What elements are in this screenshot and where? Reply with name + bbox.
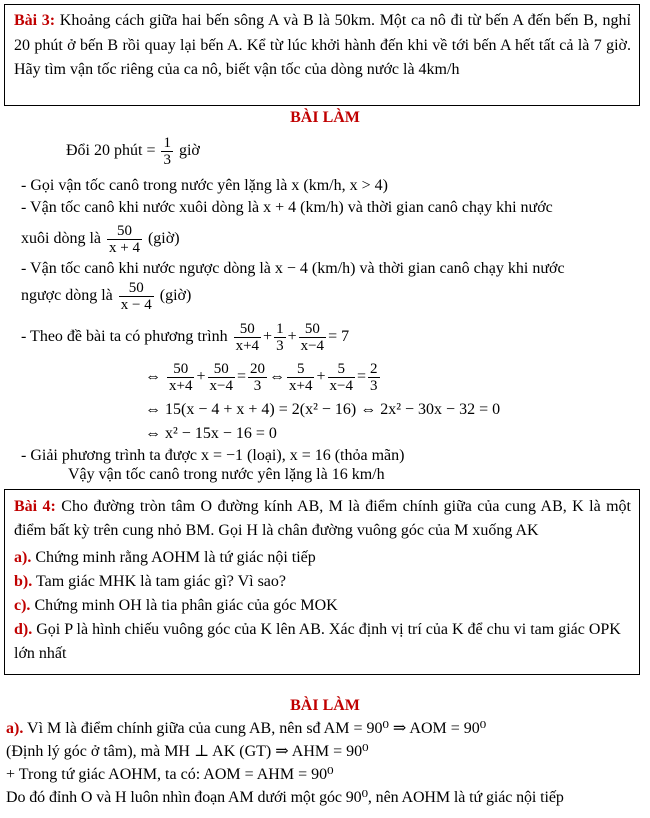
sol3-line-7: - Giải phương trình ta được x = −1 (loại), x = 16 (thỏa mãn) xyxy=(21,447,405,464)
frac-num: 1 xyxy=(163,134,171,151)
frac-num: 5 xyxy=(287,361,314,378)
frac-den: x + 4 xyxy=(109,239,140,256)
part-c-text: Chứng minh OH là tia phân giác của góc MOK xyxy=(30,597,338,614)
frac-num: 5 xyxy=(328,361,355,378)
sol4-a-line-4: Do đó đỉnh O và H luôn nhìn đoạn AM dưới một góc 90⁰, nên AOHM là tứ giác nội tiếp xyxy=(6,789,564,806)
line5-suffix: (giờ) xyxy=(159,287,192,304)
frac-den: x+4 xyxy=(235,337,260,354)
eq2-frac-2 xyxy=(208,361,235,394)
op: = xyxy=(236,368,246,385)
frac-num: 50 xyxy=(119,280,154,297)
sol3-line-5 xyxy=(21,276,191,316)
op: + xyxy=(196,368,206,385)
frac-den: x−4 xyxy=(209,377,233,394)
eq2-frac-3 xyxy=(248,361,267,394)
sol4-a-line-3: + Trong tứ giác AOHM, ta có: AOM = AHM = 90⁰ xyxy=(6,766,334,783)
frac-den: 3 xyxy=(370,377,378,394)
line5-prefix: ngược dòng là xyxy=(21,287,113,304)
sol3-eq-2 xyxy=(145,357,382,397)
sol3-eq-4: ⇔ x² − 15x − 16 = 0 xyxy=(145,425,277,442)
part-b-text: Tam giác MHK là tam giác gì? Vì sao? xyxy=(32,573,287,590)
frac-num: 1 xyxy=(276,320,284,337)
frac-den: x+4 xyxy=(169,377,193,394)
frac-den: x − 4 xyxy=(120,296,152,313)
eq2-frac-5 xyxy=(328,361,355,394)
part-d-label: d). xyxy=(14,621,33,638)
solution-heading-1: BÀI LÀM xyxy=(290,109,360,126)
frac-num: 50 xyxy=(208,361,235,378)
op: + xyxy=(316,368,326,385)
frac-num: 20 xyxy=(250,360,265,377)
sol4-a-line-2: (Định lý góc ở tâm), mà MH ⊥ AK (GT) ⇒ AHM = 90⁰ xyxy=(6,743,369,760)
frac-num: 50 xyxy=(167,361,194,378)
sol4-a-line-1 xyxy=(6,719,486,739)
sol3-line-6 xyxy=(21,317,349,357)
sol3-line-3 xyxy=(21,219,180,259)
conversion-prefix: Đổi 20 phút = xyxy=(66,142,156,159)
problem-3-box xyxy=(4,4,640,106)
sol4-a-label: a). xyxy=(6,720,24,737)
part-d-text: Gọi P là hình chiếu vuông góc của K lên AB. Xác định vị trí của K để chu vi tam giác OPK lớn nhất xyxy=(14,621,621,662)
eq1-frac-3 xyxy=(299,321,326,354)
eq1-rhs: = 7 xyxy=(328,328,350,345)
sol3-conclusion: Vậy vận tốc canô trong nước yên lặng là 16 km/h xyxy=(68,466,385,483)
problem-4-part-d xyxy=(14,618,631,666)
conversion-line xyxy=(66,131,200,171)
frac-den: x−4 xyxy=(300,337,325,354)
frac-den: x+4 xyxy=(289,377,313,394)
problem-3-label: Bài 3: xyxy=(14,12,56,29)
frac-den: 3 xyxy=(276,337,284,354)
problem-4-text: Cho đường tròn tâm O đường kính AB, M là điểm chính giữa của cung AB, K là một điểm bất kỳ trên cung nhỏ BM. Gọi H là chân đường vuông góc của M xuống AK xyxy=(14,498,632,539)
op: + xyxy=(287,328,297,345)
frac-den: 3 xyxy=(163,151,171,168)
frac-num: 50 xyxy=(234,321,261,338)
conversion-suffix: giờ xyxy=(178,142,200,159)
part-a-text: Chứng minh rằng AOHM là tứ giác nội tiếp xyxy=(31,549,316,566)
eq2-frac-4 xyxy=(287,361,314,394)
sol3-line-4: - Vận tốc canô khi nước ngược dòng là x − 4 (km/h) và thời gian canô chạy khi nước xyxy=(21,260,565,277)
sol3-line-2: - Vận tốc canô khi nước xuôi dòng là x + 4 (km/h) và thời gian canô chạy khi nước xyxy=(21,199,553,216)
eq2-frac-1 xyxy=(167,361,194,394)
fraction-upstream-time xyxy=(119,280,154,313)
problem-4-label: Bài 4: xyxy=(14,498,56,515)
frac-num: 2 xyxy=(370,360,378,377)
sol3-eq-3: ⇔ 15(x − 4 + x + 4) = 2(x² − 16) ⇔ 2x² − 30x − 32 = 0 xyxy=(145,401,501,418)
line6-prefix: - Theo đề bài ta có phương trình xyxy=(21,328,228,345)
sol3-line-1: - Gọi vận tốc canô trong nước yên lặng là x (km/h, x > 4) xyxy=(21,177,388,194)
problem-4-part-a xyxy=(14,546,631,569)
eq1-frac-2 xyxy=(274,321,286,354)
problem-4-part-c xyxy=(14,594,631,617)
part-a-label: a). xyxy=(14,549,32,566)
eq1-frac-1 xyxy=(234,321,261,354)
frac-num: 50 xyxy=(107,223,142,240)
sol4-a1-text: Vì M là điểm chính giữa của cung AB, nên sđ AM = 90⁰ ⇒ AOM = 90⁰ xyxy=(23,720,487,737)
frac-den: 3 xyxy=(253,377,262,394)
equiv-arrow: ⇔ xyxy=(145,368,161,385)
op: + xyxy=(263,328,273,345)
line3-prefix: xuôi dòng là xyxy=(21,230,101,247)
problem-4-box xyxy=(4,489,640,675)
fraction-one-third xyxy=(161,135,173,168)
frac-num: 50 xyxy=(299,321,326,338)
problem-4-statement xyxy=(14,495,631,543)
line3-suffix: (giờ) xyxy=(147,230,180,247)
fraction-downstream-time xyxy=(107,223,142,256)
problem-3-text: Khoảng cách giữa hai bến sông A và B là 50km. Một ca nô đi từ bến A đến bến B, nghỉ 20 phút ở bến B rồi quay lại bến A. Kể từ lúc khởi hành đến khi về tới bến A hết tất cả là 7 giờ. Hãy tìm vận tốc riêng của ca nô, biết vận tốc của dòng nước là 4km/h xyxy=(14,12,631,78)
solution-heading-2: BÀI LÀM xyxy=(290,697,360,714)
eq2-frac-6 xyxy=(368,361,380,394)
part-b-label: b). xyxy=(14,573,33,590)
part-c-label: c). xyxy=(14,597,31,614)
problem-4-part-b xyxy=(14,570,631,593)
frac-den: x−4 xyxy=(329,377,353,394)
op: = xyxy=(356,368,366,385)
equiv-arrow: ⇔ xyxy=(269,368,285,385)
